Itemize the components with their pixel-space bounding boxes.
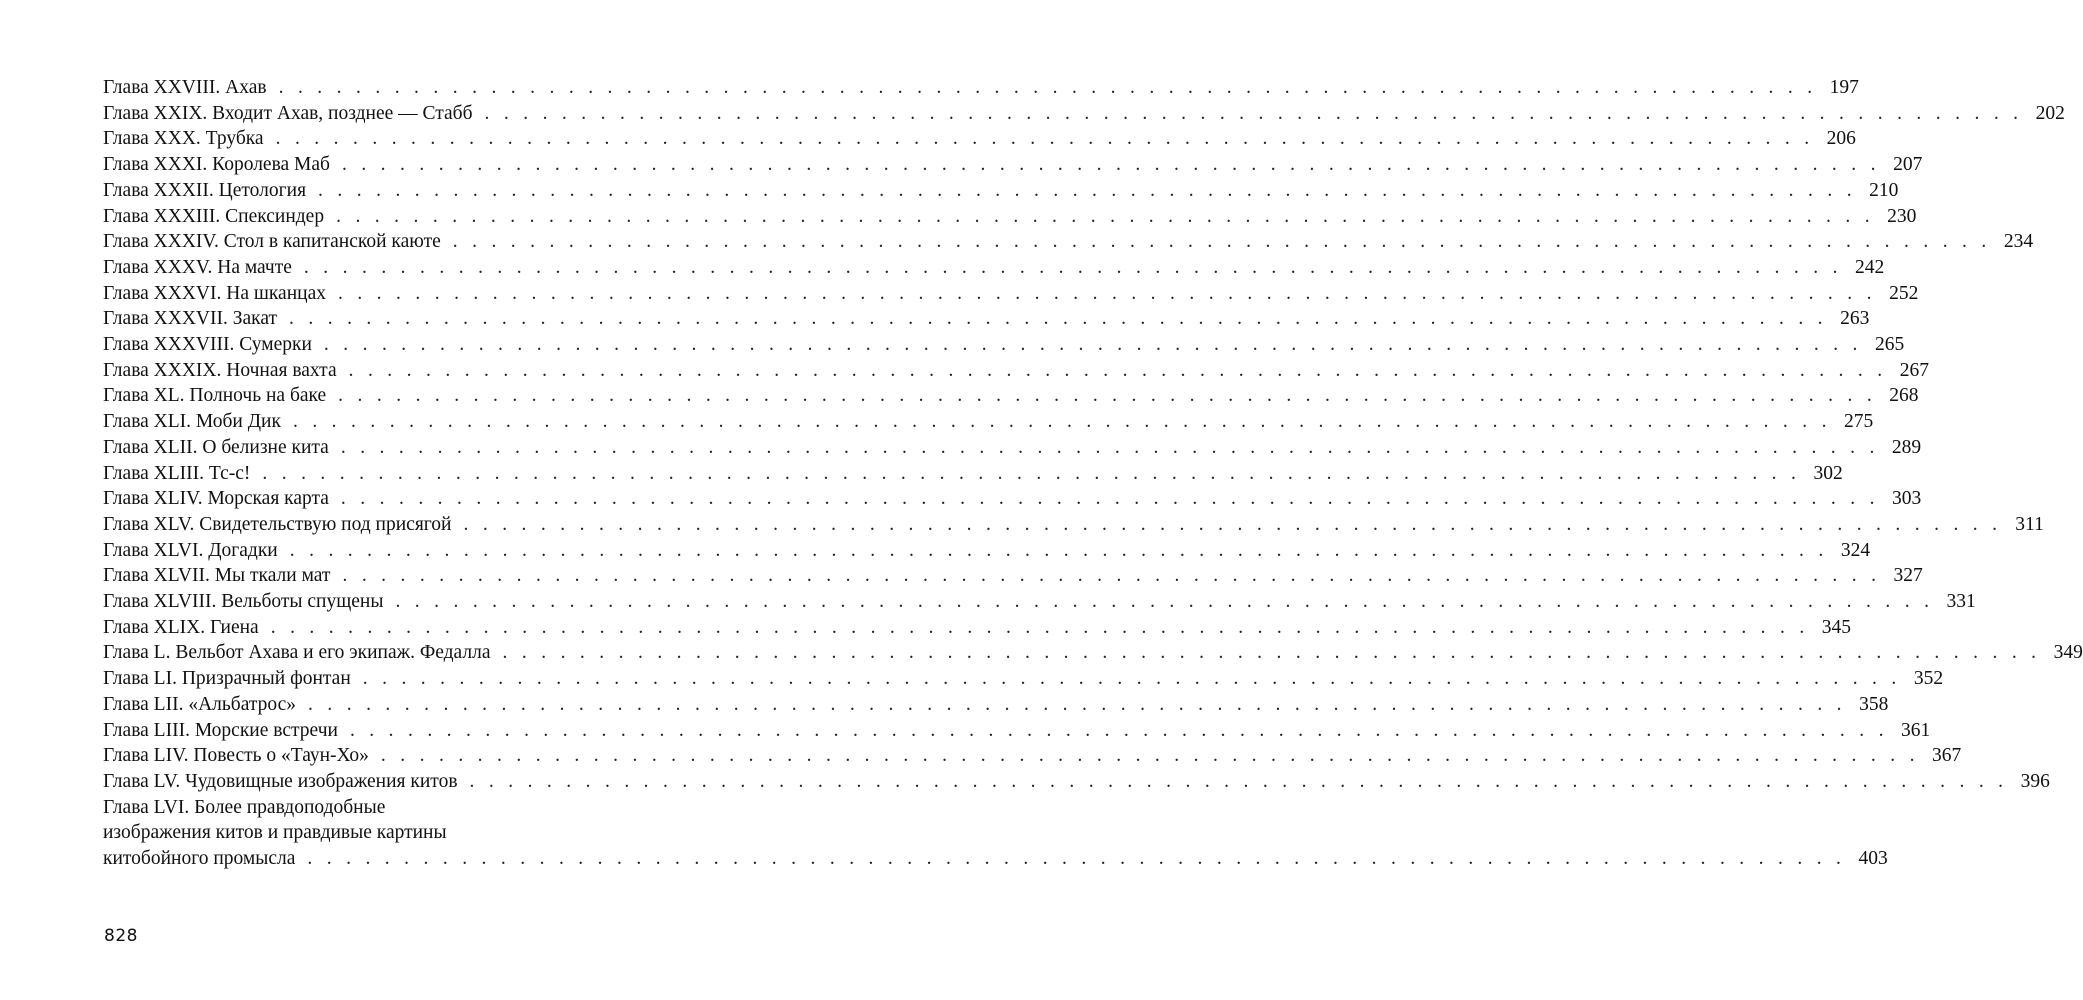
toc-entry-page: 268 — [1889, 385, 1919, 407]
toc-entry-row — [103, 589, 1976, 615]
toc-entry — [103, 281, 1919, 307]
toc-entry-row — [103, 743, 1962, 769]
toc-entry — [103, 692, 1889, 718]
toc-entry-row — [103, 640, 2083, 666]
toc-entry — [103, 795, 1888, 872]
toc-entry-row — [103, 769, 2050, 795]
toc-entry-row — [103, 538, 1871, 564]
dot-leader: . . . . . . . . . . . . . . . . . . . . . . . . . . . . . . . . . . . . . . . . . . . . . . . . . . . . . . . . . . . . . . . . . . . . . . . . . . . . . . . . — [463, 513, 2002, 535]
toc-entry-page: 234 — [2003, 231, 2034, 253]
toc-entry-row — [103, 409, 1874, 435]
toc-entry-page: 403 — [1858, 848, 1888, 870]
toc-entry — [103, 563, 1923, 589]
toc-entry-title: Глава XLVII. Мы ткали мат — [103, 565, 331, 587]
toc-entry-row — [103, 281, 1919, 307]
toc-entry-title: Глава XLIX. Гиена — [103, 616, 259, 638]
dot-leader: . . . . . . . . . . . . . . . . . . . . . . . . . . . . . . . . . . . . . . . . . . . . . . . . . . . . . . . . . . . . . . . . . . . . . . . . . . . . . . . . — [338, 385, 1877, 407]
dot-leader: . . . . . . . . . . . . . . . . . . . . . . . . . . . . . . . . . . . . . . . . . . . . . . . . . . . . . . . . . . . . . . . . . . . . . . . . . . . . . . . . — [275, 128, 1814, 150]
toc-entry-row — [103, 692, 1889, 718]
toc-entry-title: Глава XXXVI. На шканцах — [103, 282, 326, 304]
toc-entry-page: 230 — [1887, 205, 1917, 227]
toc-entry-page: 396 — [2020, 770, 2050, 792]
dot-leader: . . . . . . . . . . . . . . . . . . . . . . . . . . . . . . . . . . . . . . . . . . . . . . . . . . . . . . . . . . . . . . . . . . . . . . . . . . . . . . . . — [348, 359, 1887, 381]
toc-entry-title: Глава XXXIV. Стол в капитанской каюте — [103, 231, 441, 253]
toc-entry-title-line: Глава LVI. Более правдоподобные — [103, 796, 386, 818]
toc-entry-page: 206 — [1826, 128, 1856, 150]
toc-entry-page: 361 — [1901, 719, 1931, 741]
toc-entry — [103, 383, 1919, 409]
toc-entry-row — [103, 666, 1944, 692]
toc-entry-page: 302 — [1813, 462, 1843, 484]
dot-leader: . . . . . . . . . . . . . . . . . . . . . . . . . . . . . . . . . . . . . . . . . . . . . . . . . . . . . . . . . . . . . . . . . . . . . . . . . . . . . . . . — [262, 462, 1801, 484]
toc-entry-title: Глава XXXVII. Закат — [103, 308, 278, 330]
toc-entry-page: 311 — [2015, 513, 2044, 535]
toc-entry-row — [103, 178, 1899, 204]
dot-leader: . . . . . . . . . . . . . . . . . . . . . . . . . . . . . . . . . . . . . . . . . . . . . . . . . . . . . . . . . . . . . . . . . . . . . . . . . . . . . . . . — [292, 411, 1832, 433]
toc-entry-title: Глава XXXIII. Спексиндер — [103, 205, 325, 227]
toc-entry-title: Глава LII. «Альбатрос» — [103, 693, 297, 715]
toc-entry-row — [103, 306, 1870, 332]
toc-entry-title: Глава XXIX. Входит Ахав, позднее — Стабб — [103, 102, 473, 124]
toc-entry-page: 289 — [1891, 436, 1922, 458]
toc-entry-row — [103, 486, 1922, 512]
toc-entry-row — [103, 383, 1919, 409]
toc-entry-title: Глава L. Вельбот Ахава и его экипаж. Федалла — [103, 642, 491, 664]
toc-entry-page: 197 — [1829, 77, 1859, 98]
toc-entry-title: Глава LIV. Повесть о «Таун-Хо» — [103, 745, 369, 767]
dot-leader: . . . . . . . . . . . . . . . . . . . . . . . . . . . . . . . . . . . . . . . . . . . . . . . . . . . . . . . . . . . . . . . . . . . . . . . . . . . . . . . . — [380, 745, 1920, 767]
dot-leader: . . . . . . . . . . . . . . . . . . . . . . . . . . . . . . . . . . . . . . . . . . . . . . . . . . . . . . . . . . . . . . . . . . . . . . . . . . . . . . . . — [340, 488, 1880, 510]
toc-entry-row — [103, 255, 1885, 281]
toc-entry — [103, 538, 1871, 564]
dot-leader: . . . . . . . . . . . . . . . . . . . . . . . . . . . . . . . . . . . . . . . . . . . . . . . . . . . . . . . . . . . . . . . . . . . . . . . . . . . . . . . . — [340, 436, 1880, 458]
toc-entry-row — [103, 75, 1859, 101]
toc-entry-row — [103, 204, 1917, 230]
dot-leader: . . . . . . . . . . . . . . . . . . . . . . . . . . . . . . . . . . . . . . . . . . . . . . . . . . . . . . . . . . . . . . . . . . . . . . . . . . . . . . . . — [349, 719, 1889, 741]
toc-entry-title: Глава XLII. О белизне кита — [103, 436, 329, 458]
toc-entry-page: 324 — [1840, 539, 1871, 561]
toc-entry-row — [103, 435, 1922, 461]
toc-entry-page: 331 — [1946, 591, 1976, 613]
toc-entry — [103, 461, 1843, 487]
toc-entry-page: 352 — [1913, 668, 1944, 690]
toc-entry — [103, 589, 1976, 615]
toc-entry — [103, 101, 2065, 127]
dot-leader: . . . . . . . . . . . . . . . . . . . . . . . . . . . . . . . . . . . . . . . . . . . . . . . . . . . . . . . . . . . . . . . . . . . . . . . . . . . . . . . . — [289, 308, 1828, 330]
toc-entry-title: Глава XLV. Свидетельствую под присягой — [103, 513, 452, 535]
dot-leader: . . . . . . . . . . . . . . . . . . . . . . . . . . . . . . . . . . . . . . . . . . . . . . . . . . . . . . . . . . . . . . . . . . . . . . . . . . . . . . . . — [289, 539, 1829, 561]
toc-entry-title: Глава XXXVIII. Сумерки — [103, 334, 312, 356]
toc-entry-title: Глава XL. Полночь на баке — [103, 385, 327, 407]
toc-entry-page: 242 — [1855, 256, 1885, 278]
toc-entry — [103, 332, 1905, 358]
toc-entry-page: 275 — [1844, 411, 1874, 433]
toc-entry-row — [103, 846, 1888, 872]
toc-entry-row — [103, 126, 1856, 152]
toc-entry — [103, 435, 1922, 461]
toc-entry-title: китобойного промысла — [103, 848, 296, 870]
toc-entry-title: Глава LV. Чудовищные изображения китов — [103, 770, 458, 792]
toc-entry — [103, 409, 1874, 435]
toc-entry — [103, 512, 2044, 538]
toc-entry — [103, 358, 1929, 384]
dot-leader: . . . . . . . . . . . . . . . . . . . . . . . . . . . . . . . . . . . . . . . . . . . . . . . . . . . . . . . . . . . . . . . . . . . . . . . . . . . . . . . . — [469, 770, 2008, 792]
toc-entry-title: Глава XLVI. Догадки — [103, 539, 278, 561]
toc-entry-page: 367 — [1932, 745, 1962, 767]
toc-entry-title: Глава XLIV. Морская карта — [103, 488, 329, 510]
toc-entry-title: Глава XXVIII. Ахав — [103, 77, 267, 98]
toc-entry-page: 252 — [1889, 282, 1919, 304]
toc-entry-title: Глава XXXI. Королева Маб — [103, 154, 330, 176]
toc-entry-title: Глава XLIII. Тс-с! — [103, 462, 251, 484]
toc-entry-page: 349 — [2053, 642, 2083, 664]
toc-entry-title: Глава XXXIX. Ночная вахта — [103, 359, 337, 381]
dot-leader: . . . . . . . . . . . . . . . . . . . . . . . . . . . . . . . . . . . . . . . . . . . . . . . . . . . . . . . . . . . . . . . . . . . . . . . . . . . . . . . . — [307, 848, 1846, 870]
toc-entry-row — [103, 152, 1923, 178]
dot-leader: . . . . . . . . . . . . . . . . . . . . . . . . . . . . . . . . . . . . . . . . . . . . . . . . . . . . . . . . . . . . . . . . . . . . . . . . . . . . . . . . — [323, 334, 1863, 356]
dot-leader: . . . . . . . . . . . . . . . . . . . . . . . . . . . . . . . . . . . . . . . . . . . . . . . . . . . . . . . . . . . . . . . . . . . . . . . . . . . . . . . . — [270, 616, 1810, 638]
toc-entry — [103, 486, 1922, 512]
toc-entry-row — [103, 229, 2034, 255]
toc-entry — [103, 666, 1944, 692]
toc-entry-title: Глава LI. Призрачный фонтан — [103, 668, 351, 690]
toc-entry — [103, 178, 1899, 204]
toc-entry-row — [103, 512, 2044, 538]
dot-leader: . . . . . . . . . . . . . . . . . . . . . . . . . . . . . . . . . . . . . . . . . . . . . . . . . . . . . . . . . . . . . . . . . . . . . . . . . . . . . . . . — [318, 179, 1857, 201]
dot-leader: . . . . . . . . . . . . . . . . . . . . . . . . . . . . . . . . . . . . . . . . . . . . . . . . . . . . . . . . . . . . . . . . . . . . . . . . . . . . . . . . — [308, 693, 1847, 715]
toc-entry-row — [103, 101, 2065, 127]
toc-entry-page: 263 — [1840, 308, 1870, 330]
toc-entry-row — [103, 332, 1905, 358]
toc-entry-title-line: изображения китов и правдивые картины — [103, 822, 447, 844]
toc-entry-page: 267 — [1899, 359, 1929, 381]
toc-entry-page: 265 — [1874, 334, 1905, 356]
dot-leader: . . . . . . . . . . . . . . . . . . . . . . . . . . . . . . . . . . . . . . . . . . . . . . . . . . . . . . . . . . . . . . . . . . . . . . . . . . . . . . . . — [362, 668, 1902, 690]
dot-leader: . . . . . . . . . . . . . . . . . . . . . . . . . . . . . . . . . . . . . . . . . . . . . . . . . . . . . . . . . . . . . . . . . . . . . . . . . . . . . . . . — [337, 282, 1877, 304]
toc-entry-title: Глава XXX. Трубка — [103, 128, 264, 150]
toc-entry-title: Глава XLVIII. Вельботы спущены — [103, 591, 384, 613]
toc-entry-title: Глава XLI. Моби Дик — [103, 411, 281, 433]
toc-entry-title: Глава XXXII. Цетология — [103, 179, 307, 201]
toc-entry — [103, 152, 1923, 178]
toc-entry-page: 327 — [1893, 565, 1923, 587]
toc-entry — [103, 640, 2083, 666]
toc-entry-page: 345 — [1821, 616, 1852, 638]
toc-entry-page: 358 — [1859, 693, 1889, 715]
toc-entry-title: Глава LIII. Морские встречи — [103, 719, 338, 741]
toc-entry-page: 202 — [2035, 102, 2065, 124]
page-number: 828 — [104, 926, 138, 946]
toc-entry — [103, 743, 1962, 769]
toc-entry-page: 210 — [1869, 179, 1899, 201]
toc-entry — [103, 615, 1852, 641]
toc-entry-row — [103, 563, 1923, 589]
table-of-contents — [103, 75, 2083, 872]
dot-leader: . . . . . . . . . . . . . . . . . . . . . . . . . . . . . . . . . . . . . . . . . . . . . . . . . . . . . . . . . . . . . . . . . . . . . . . . . . . . . . . . — [336, 205, 1875, 227]
toc-entry — [103, 769, 2050, 795]
toc-entry — [103, 75, 1859, 101]
toc-entry — [103, 229, 2034, 255]
dot-leader: . . . . . . . . . . . . . . . . . . . . . . . . . . . . . . . . . . . . . . . . . . . . . . . . . . . . . . . . . . . . . . . . . . . . . . . . . . . . . . . . — [484, 102, 2023, 124]
toc-entry — [103, 204, 1917, 230]
dot-leader: . . . . . . . . . . . . . . . . . . . . . . . . . . . . . . . . . . . . . . . . . . . . . . . . . . . . . . . . . . . . . . . . . . . . . . . . . . . . . . . . — [452, 231, 1992, 253]
dot-leader: . . . . . . . . . . . . . . . . . . . . . . . . . . . . . . . . . . . . . . . . . . . . . . . . . . . . . . . . . . . . . . . . . . . . . . . . . . . . . . . . — [278, 77, 1817, 98]
toc-entry — [103, 126, 1856, 152]
dot-leader: . . . . . . . . . . . . . . . . . . . . . . . . . . . . . . . . . . . . . . . . . . . . . . . . . . . . . . . . . . . . . . . . . . . . . . . . . . . . . . . . — [502, 642, 2041, 664]
dot-leader: . . . . . . . . . . . . . . . . . . . . . . . . . . . . . . . . . . . . . . . . . . . . . . . . . . . . . . . . . . . . . . . . . . . . . . . . . . . . . . . . — [341, 154, 1881, 176]
dot-leader: . . . . . . . . . . . . . . . . . . . . . . . . . . . . . . . . . . . . . . . . . . . . . . . . . . . . . . . . . . . . . . . . . . . . . . . . . . . . . . . . — [395, 591, 1934, 613]
toc-entry-row — [103, 358, 1929, 384]
toc-entry — [103, 255, 1885, 281]
dot-leader: . . . . . . . . . . . . . . . . . . . . . . . . . . . . . . . . . . . . . . . . . . . . . . . . . . . . . . . . . . . . . . . . . . . . . . . . . . . . . . . . — [303, 256, 1843, 278]
toc-entry-row — [103, 461, 1843, 487]
toc-entry-page: 303 — [1892, 488, 1922, 510]
toc-entry-row — [103, 718, 1931, 744]
toc-entry-row — [103, 615, 1852, 641]
dot-leader: . . . . . . . . . . . . . . . . . . . . . . . . . . . . . . . . . . . . . . . . . . . . . . . . . . . . . . . . . . . . . . . . . . . . . . . . . . . . . . . . — [342, 565, 1881, 587]
toc-entry — [103, 306, 1870, 332]
toc-entry-page: 207 — [1893, 154, 1923, 176]
toc-entry — [103, 718, 1931, 744]
toc-entry-title: Глава XXXV. На мачте — [103, 256, 292, 278]
